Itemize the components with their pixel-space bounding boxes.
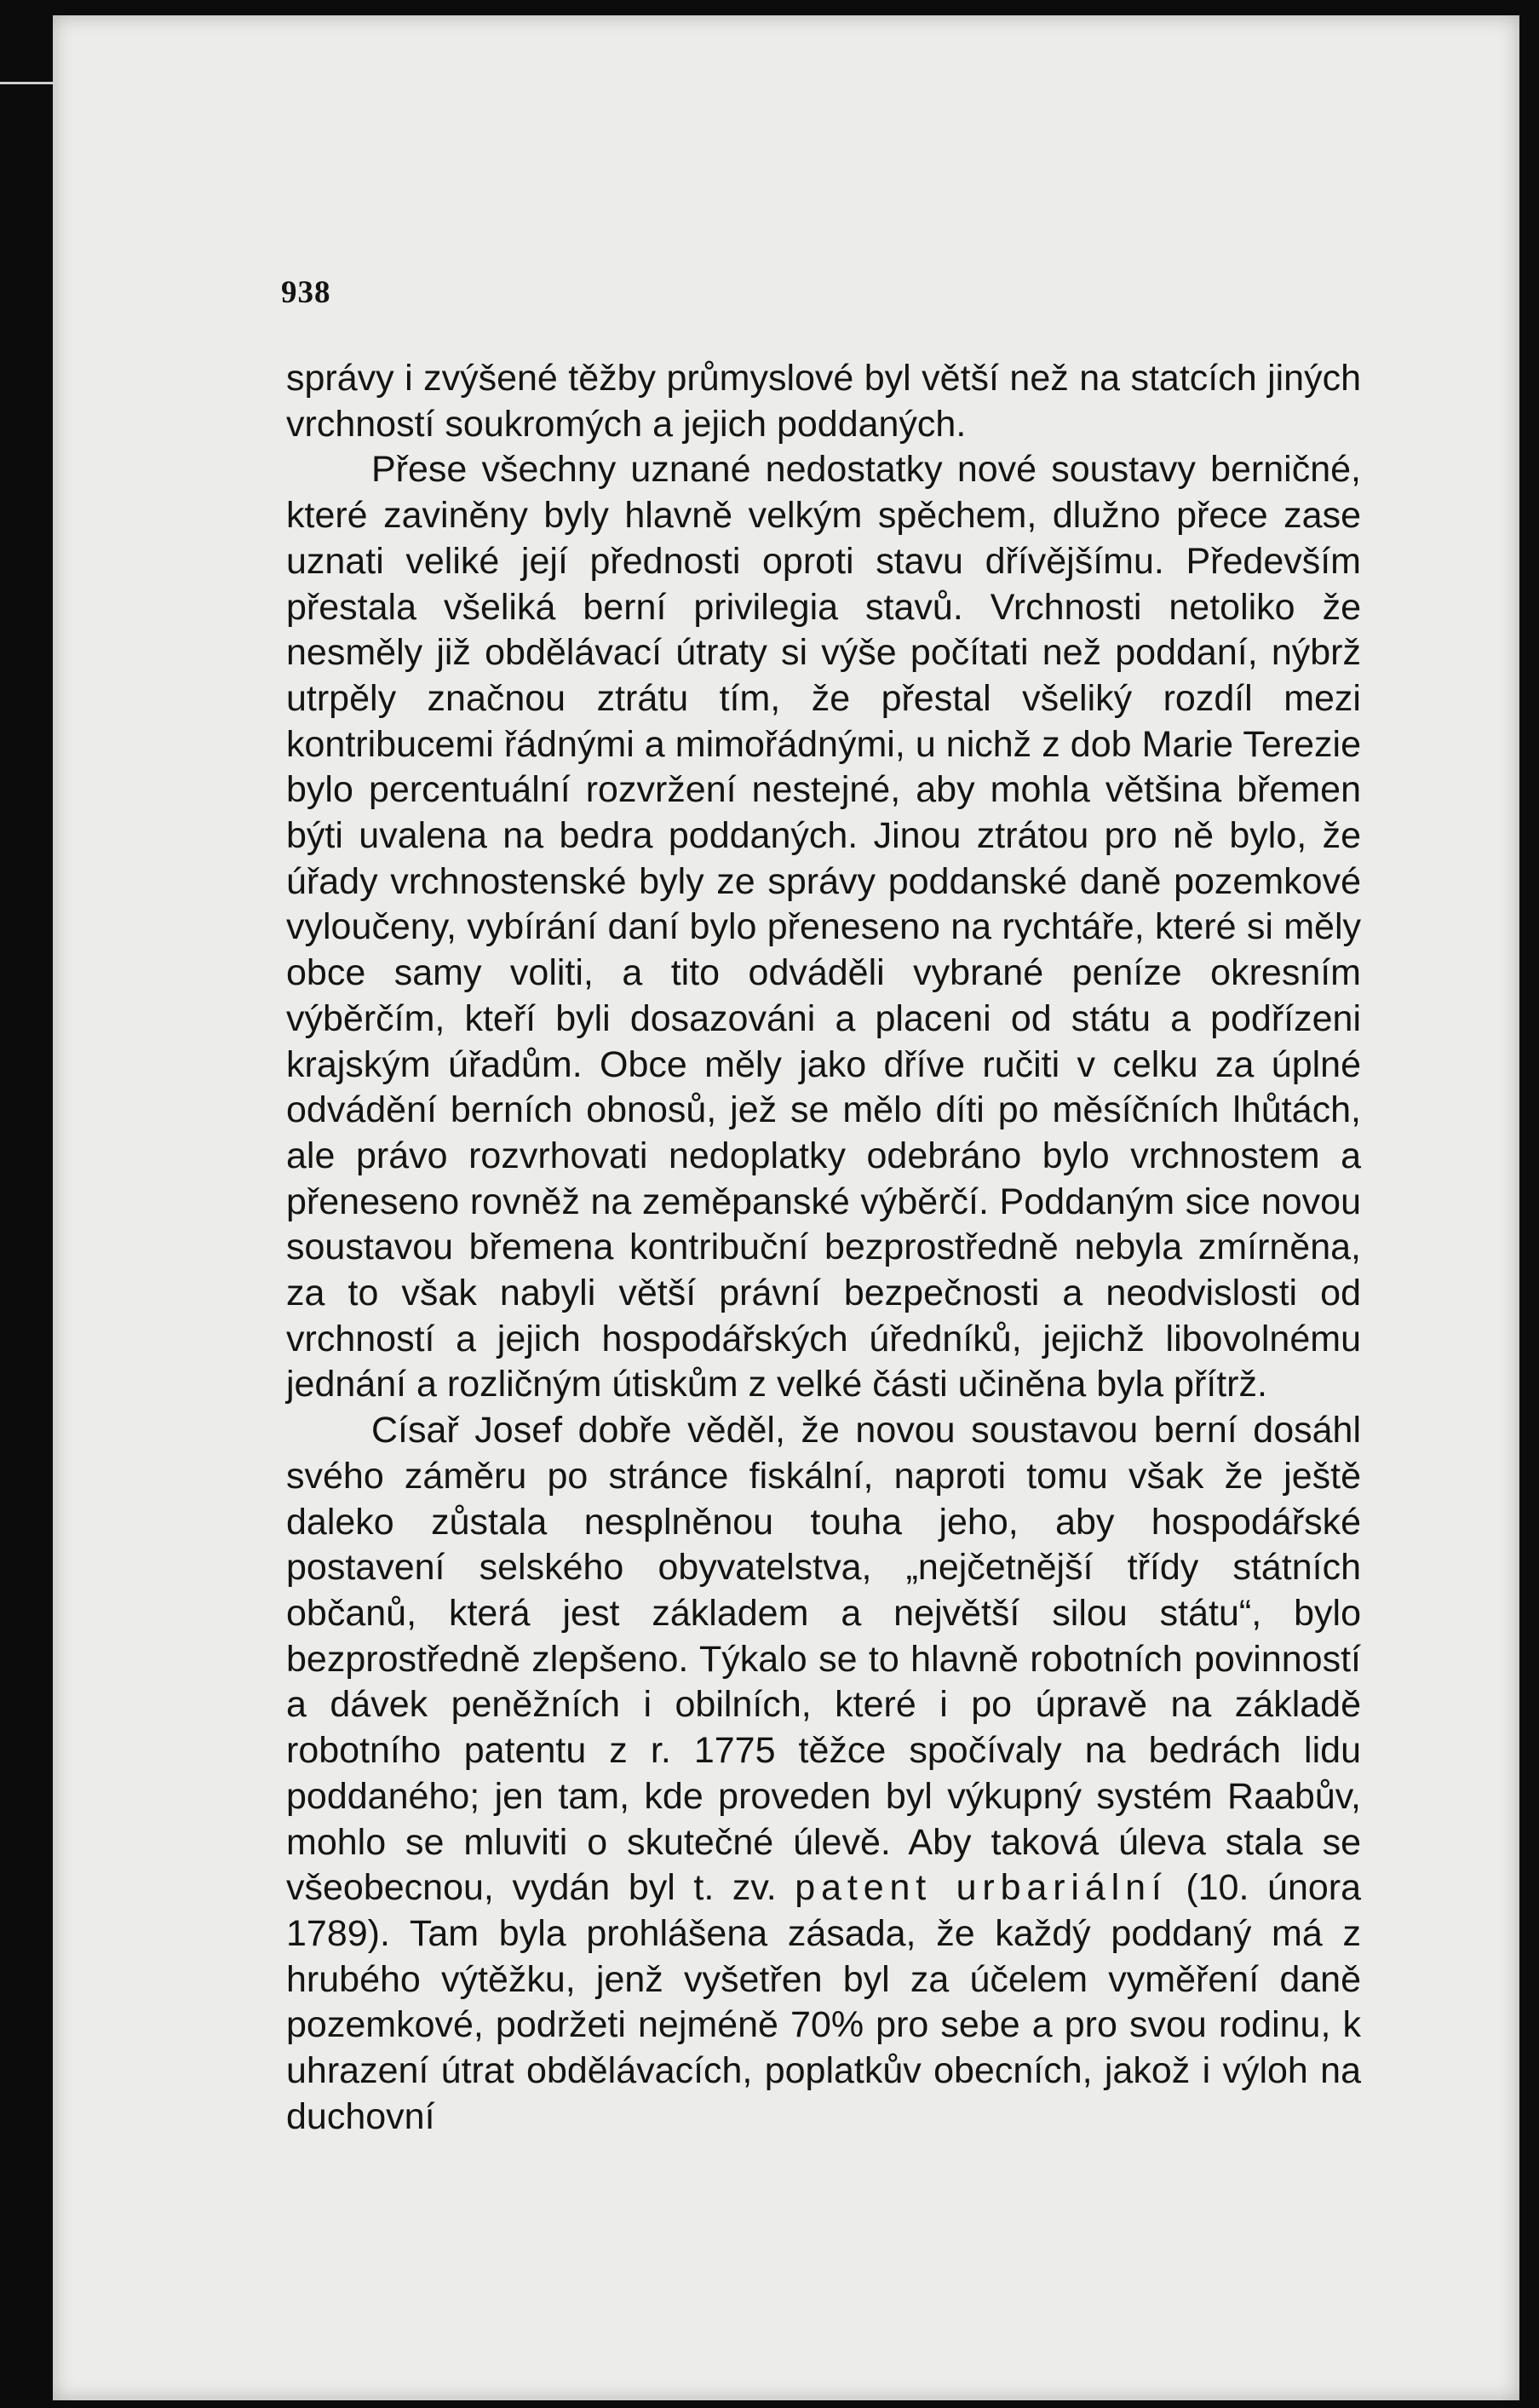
paragraph-2: Přese všechny uznané nedostatky nové soustavy berničné, které zaviněny byly hlavně velkým spěchem, dlužno přece zase uznati veliké její přednosti oproti stavu dřívějšímu. Především přestala všeliká berní privilegia stavů. Vrchnosti netoliko že nesměly již obdělávací útraty si výše počítati než poddaní, nýbrž utrpěly značnou ztrátu tím, že přestal všeliký rozdíl mezi kontribucemi řádnými a mimořádnými, u nichž z dob Marie Terezie bylo percentuální rozvržení nestejné, aby mohla většina břemen býti uvalena na bedra poddaných. Jinou ztrátou pro ně bylo, že úřady vrchnostenské byly ze správy poddanské daně pozemkové vyloučeny, vybírání daní bylo přeneseno na rychtáře, které si měly obce samy voliti, a tito odváděli vybrané peníze okresním výběrčím, kteří byli dosazováni a placeni od státu a podřízeni krajským úřadům. Obce měly jako dříve ručiti v celku za úplné odvádění berních obnosů, jež se mělo díti po měsíčních lhůtách, ale právo rozvrhovati nedoplatky odebráno bylo vrchnostem a přeneseno rovněž na zeměpanské výběrčí. Poddaným sice novou soustavou břemena kontribuční bezprostředně nebyla zmírněna, za to však nabyli větší právní bezpečnosti a neodvislosti od vrchností a jejich hospodářských úředníků, jejichž libovolnému jednání a rozličným útiskům z velké části učiněna byla přítrž. bbox=[286, 449, 1361, 1405]
paragraph-3 bbox=[286, 1408, 1361, 2140]
paragraph-3-text-end: (10. února 1789). Tam byla prohlášena zásada, že každý poddaný má z hrubého výtěžku, jenž vyšetřen byl za účelem vyměření daně pozemkové, podržeti nejméně 70% pro sebe a pro svou rodinu, k uhrazení útrat obdělávacích, poplatkův obecních, jakož i výloh na duchovní bbox=[286, 1867, 1362, 2137]
page-number: 938 bbox=[281, 275, 331, 310]
paragraph-1: správy i zvýšené těžby průmyslové byl větší než na statcích jiných vrchností soukromých a jejich poddaných. bbox=[286, 358, 1361, 445]
paragraph-3-text-start: Císař Josef dobře věděl, že novou soustavou berní dosáhl svého záměru po stránce fiskální, naproti tomu však že ještě daleko zůstala nesplněnou touha jeho, aby hospodářské postavení selského obyvatelstva, „nejčetnější třídy státních občanů, která jest základem a největší silou státu“, bylo bezprostředně zlepšeno. Týkalo se to hlavně robotních povinností a dávek peněžních i obilních, které i po úpravě na základě robotního patentu z r. 1775 těžce spočívaly na bedrách lidu poddaného; jen tam, kde proveden byl výkupný systém Raabův, mohlo se mluviti o skutečné úlevě. Aby taková úleva stala se všeobecnou, vydán byl t. zv. bbox=[286, 1410, 1361, 1909]
page-body bbox=[286, 356, 1361, 2140]
scan-edge-mark bbox=[0, 82, 53, 84]
spaced-term-patent-urbarialni: patent urbariální bbox=[795, 1867, 1168, 1909]
